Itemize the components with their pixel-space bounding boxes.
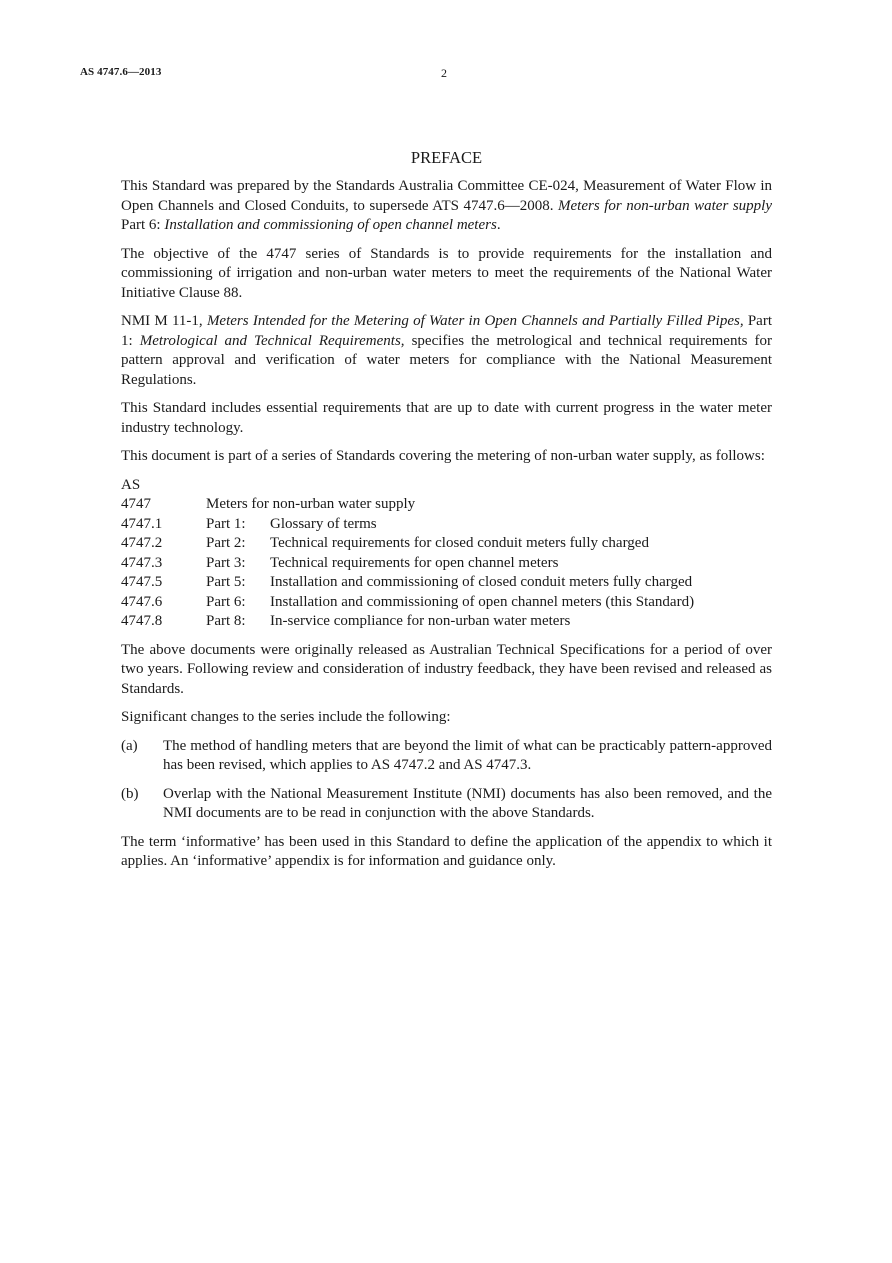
page-title: PREFACE (410, 148, 483, 167)
standard-number: 4747.2 (121, 535, 163, 551)
standard-title: Glossary of terms (270, 515, 377, 532)
list-item-label: (b) (121, 785, 139, 802)
preface-body (121, 148, 772, 881)
table-row (121, 495, 772, 515)
table-header-row (121, 476, 772, 496)
standard-number: 4747.5 (121, 574, 163, 590)
list-item-text: The method of handling meters that are beyond the limit of what can be practicably pattern-approved has been revised, which applies to AS 4747.2 and AS 4747.3. (163, 737, 772, 773)
table-row (121, 573, 772, 593)
period: . (496, 217, 501, 233)
list-item-text: Overlap with the National Measurement Institute (NMI) documents has also been removed, and the NMI documents are to be read in conjunction with the above Standards. (163, 785, 772, 821)
page-number: 2 (441, 66, 447, 80)
nmi-part-title: Metrological and Technical Requirements, (139, 332, 405, 349)
nmi-text: specifies the metrological and technical requirements for pattern approval and verification of water meters for compliance with the National Measurement Regulations. (121, 332, 772, 388)
paragraph-changes-intro: Significant changes to the series include the following: (121, 709, 451, 725)
standard-number: 4747.3 (121, 554, 163, 571)
standard-title: Meters for non-urban water supply (206, 496, 416, 512)
standard-title: Technical requirements for closed conduit meters fully charged (270, 535, 649, 551)
standard-part: Part 5: (206, 574, 246, 590)
list-item (121, 785, 772, 824)
standard-part: Part 6: (206, 593, 246, 610)
list-item (121, 737, 772, 776)
table-row (121, 612, 772, 632)
table-header-label: AS (121, 476, 141, 493)
table-row (121, 534, 772, 554)
standard-number: 4747.6 (121, 593, 163, 610)
paragraph-committee (121, 177, 772, 236)
part-title: Installation and commissioning of open channel meters (164, 217, 497, 233)
paragraph-nmi (121, 312, 772, 390)
table-row (121, 515, 772, 535)
part-label: Part 6: (121, 217, 165, 233)
paragraph-essential: This Standard includes essential requirements that are up to date with current progress in the water meter industry technology. (121, 400, 772, 436)
standard-title: Technical requirements for open channel meters (270, 554, 559, 571)
series-title: Meters for non-urban water supply (558, 197, 772, 214)
standard-title: Installation and commissioning of open channel meters (this Standard) (270, 593, 695, 610)
standard-number: 4747.8 (121, 613, 163, 629)
paragraph-series-intro: This document is part of a series of Standards covering the metering of non-urban water supply, as follows: (121, 448, 765, 464)
nmi-ref: NMI M 11-1, (121, 313, 207, 329)
standard-part: Part 8: (206, 613, 246, 629)
standard-part: Part 2: (206, 535, 246, 551)
paragraph-objective: The objective of the 4747 series of Standards is to provide requirements for the installation and commissioning of irrigation and non-urban water meters to meet the requirements of the National Water Initiative Clause 88. (121, 245, 772, 301)
standard-title: Installation and commissioning of closed conduit meters fully charged (270, 574, 693, 590)
committee-text: This Standard was prepared by the Standards Australia Committee CE-024, Measurement of Water Flow in Open Channels and Closed Conduits, to supersede ATS 4747.6—2008. (121, 178, 772, 214)
standard-part: Part 3: (206, 554, 246, 571)
table-row (121, 554, 772, 574)
table-row (121, 593, 772, 613)
standard-number: 4747.1 (121, 515, 163, 532)
standard-number: 4747 (121, 496, 151, 512)
list-item-label: (a) (121, 737, 138, 754)
paragraph-informative: The term ‘informative’ has been used in this Standard to define the application of the appendix to which it applies. An ‘informative’ appendix is for information and guidance only. (121, 833, 772, 869)
standard-part: Part 1: (206, 515, 246, 532)
document-code: AS 4747.6—2013 (80, 66, 162, 78)
series-table (121, 476, 772, 632)
nmi-part-label: Part 1: (121, 313, 772, 349)
standard-title: In-service compliance for non-urban water meters (270, 613, 571, 629)
nmi-title: Meters Intended for the Metering of Water in Open Channels and Partially Filled Pipes, (206, 313, 744, 329)
paragraph-history: The above documents were originally released as Australian Technical Specifications for a period of over two years. Following review and consideration of industry feedback, they have been revised and released as Standards. (121, 641, 772, 697)
